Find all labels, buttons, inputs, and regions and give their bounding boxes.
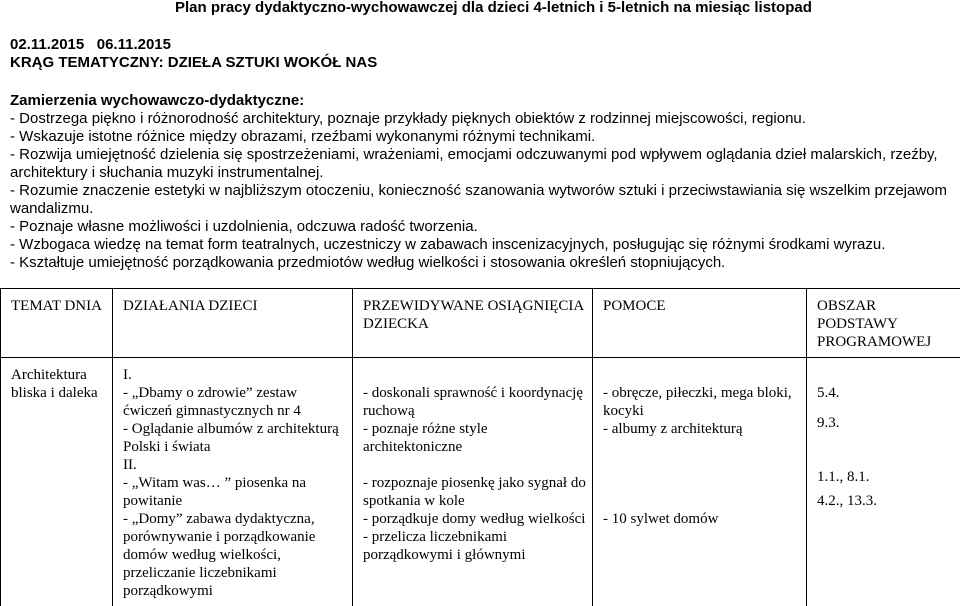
- header-topic: TEMAT DNIA: [1, 289, 113, 358]
- goal-item: - Wzbogaca wiedzę na temat form teatralnych, uczestniczy w zabawach inscenizacyjnych, posługując się różnymi środkami wyrazu.: [10, 236, 950, 254]
- outcome-item: - porządkuje domy według wielkości: [363, 510, 586, 528]
- header-outcomes: PRZEWIDYWANE OSIĄGNIĘCIA DZIECKA: [353, 289, 593, 358]
- area-code: 1.1., 8.1.: [817, 468, 955, 486]
- outcome-item: - rozpoznaje piosenkę jako sygnał do spotkania w kole: [363, 474, 586, 510]
- cell-activities: [113, 358, 353, 606]
- goals-heading: Zamierzenia wychowawczo-dydaktyczne:: [10, 92, 304, 109]
- theme-circle: KRĄG TEMATYCZNY: DZIEŁA SZTUKI WOKÓŁ NAS: [10, 54, 377, 71]
- activity-item: - „Domy” zabawa dydaktyczna, porównywanie i porządkowanie domów według wielkości, przeliczanie liczebnikami porządkowymi: [123, 510, 346, 600]
- outcome-item: - przelicza liczebnikami porządkowymi i głównymi: [363, 528, 586, 564]
- header-activities: DZIAŁANIA DZIECI: [113, 289, 353, 358]
- activity-item: - Oglądanie albumów z architekturą Polski i świata: [123, 420, 346, 456]
- aid-item: - albumy z architekturą: [603, 420, 800, 438]
- table-row: [1, 358, 960, 606]
- outcome-item: - doskonali sprawność i koordynację ruchową: [363, 384, 586, 420]
- topic-text: Architektura bliska i daleka: [11, 367, 98, 401]
- plan-table: [0, 288, 960, 606]
- aid-item: - 10 sylwet domów: [603, 510, 800, 528]
- cell-area: [807, 358, 960, 606]
- activity-item: I.: [123, 366, 346, 384]
- goal-item: - Rozumie znaczenie estetyki w najbliższym otoczeniu, konieczność szanowania wytworów sztuki i przeciwstawiania się wszelkim przejawom wandalizmu.: [10, 182, 950, 218]
- activity-item: II.: [123, 456, 346, 474]
- header-aids: POMOCE: [593, 289, 807, 358]
- header-area: OBSZAR PODSTAWY PROGRAMOWEJ: [807, 289, 960, 358]
- outcome-item: - poznaje różne style architektoniczne: [363, 420, 586, 456]
- goal-item: - Dostrzega piękno i różnorodność architektury, poznaje przykłady pięknych obiektów z rodzinnej miejscowości, regionu.: [10, 110, 950, 128]
- activity-item: - „Dbamy o zdrowie” zestaw ćwiczeń gimnastycznych nr 4: [123, 384, 346, 420]
- area-code: 4.2., 13.3.: [817, 492, 955, 510]
- area-code: 9.3.: [817, 414, 955, 432]
- date-range: 02.11.2015 06.11.2015: [10, 36, 171, 53]
- activity-item: - „Witam was… ” piosenka na powitanie: [123, 474, 346, 510]
- aid-item: - obręcze, piłeczki, mega bloki, kocyki: [603, 384, 800, 420]
- goal-item: - Wskazuje istotne różnice między obrazami, rzeźbami wykonanymi różnymi technikami.: [10, 128, 950, 146]
- cell-topic: [1, 358, 113, 606]
- cell-outcomes: [353, 358, 593, 606]
- table-header-row: [1, 289, 960, 358]
- document-title: Plan pracy dydaktyczno-wychowawczej dla dzieci 4-letnich i 5-letnich na miesiąc listopad: [175, 0, 812, 16]
- goal-item: - Kształtuje umiejętność porządkowania przedmiotów według wielkości i stosowania określeń stopniujących.: [10, 254, 950, 272]
- area-code: 5.4.: [817, 384, 955, 402]
- goal-item: - Poznaje własne możliwości i uzdolnienia, odczuwa radość tworzenia.: [10, 218, 950, 236]
- cell-aids: [593, 358, 807, 606]
- goal-item: - Rozwija umiejętność dzielenia się spostrzeżeniami, wrażeniami, emocjami odczuwanymi pod wpływem oglądania dzieł malarskich, rzeźby, architektury i słuchania muzyki instrumentalnej.: [10, 146, 950, 182]
